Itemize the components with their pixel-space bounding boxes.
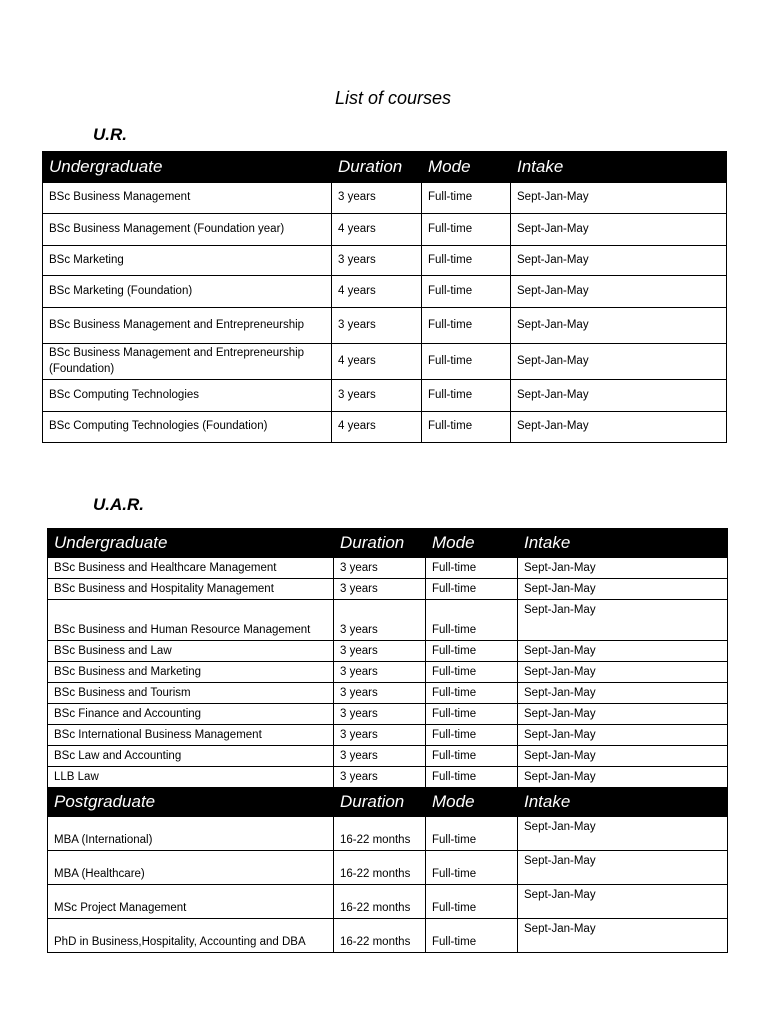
intake-cell: Sept-Jan-May	[518, 704, 728, 725]
mode-cell: Full-time	[422, 380, 511, 412]
header-undergraduate: Undergraduate	[48, 529, 334, 558]
course-name-cell: MBA (International)	[48, 817, 334, 851]
course-name-cell: BSc Business and Marketing	[48, 662, 334, 683]
course-name-cell: BSc Business Management (Foundation year)	[43, 214, 332, 246]
document-title: List of courses	[334, 88, 452, 108]
section-label-uar: U.A.R.	[93, 495, 144, 514]
uar-undergrad-header-row	[48, 529, 728, 558]
header-duration: Duration	[334, 788, 426, 817]
course-name-cell: MSc Project Management	[48, 885, 334, 919]
table-row	[48, 919, 728, 953]
intake-cell: Sept-Jan-May	[518, 683, 728, 704]
duration-cell: 16-22 months	[334, 817, 426, 851]
course-name-cell: BSc Business Management and Entrepreneurship (Foundation)	[43, 344, 332, 380]
course-name-cell: BSc Business Management and Entrepreneurship	[43, 308, 332, 344]
duration-cell: 4 years	[332, 412, 422, 443]
course-name-cell: BSc International Business Management	[48, 725, 334, 746]
header-duration: Duration	[332, 152, 422, 183]
intake-cell: Sept-Jan-May	[518, 746, 728, 767]
table-row	[43, 214, 727, 246]
table-row	[43, 344, 727, 380]
mode-cell: Full-time	[426, 725, 518, 746]
mode-cell: Full-time	[426, 885, 518, 919]
mode-cell: Full-time	[426, 817, 518, 851]
duration-cell: 3 years	[334, 725, 426, 746]
mode-cell: Full-time	[426, 683, 518, 704]
table-row	[48, 600, 728, 641]
table-row	[48, 579, 728, 600]
course-name-cell: PhD in Business,Hospitality, Accounting and DBA	[48, 919, 334, 953]
course-name-cell: BSc Business and Healthcare Management	[48, 558, 334, 579]
table-row	[48, 641, 728, 662]
header-intake: Intake	[511, 152, 727, 183]
course-name-cell: BSc Computing Technologies (Foundation)	[43, 412, 332, 443]
intake-cell: Sept-Jan-May	[518, 817, 728, 851]
header-duration: Duration	[334, 529, 426, 558]
table-row	[48, 704, 728, 725]
duration-cell: 3 years	[334, 558, 426, 579]
intake-cell: Sept-Jan-May	[518, 641, 728, 662]
uar-courses-table	[47, 528, 728, 953]
mode-cell: Full-time	[426, 641, 518, 662]
mode-cell: Full-time	[422, 214, 511, 246]
duration-cell: 3 years	[332, 246, 422, 276]
intake-cell: Sept-Jan-May	[518, 885, 728, 919]
duration-cell: 16-22 months	[334, 919, 426, 953]
header-mode: Mode	[426, 529, 518, 558]
mode-cell: Full-time	[426, 919, 518, 953]
duration-cell: 3 years	[332, 308, 422, 344]
mode-cell: Full-time	[426, 767, 518, 788]
intake-cell: Sept-Jan-May	[511, 412, 727, 443]
intake-cell: Sept-Jan-May	[511, 380, 727, 412]
duration-cell: 4 years	[332, 276, 422, 308]
duration-cell: 3 years	[334, 641, 426, 662]
mode-cell: Full-time	[426, 746, 518, 767]
ur-courses-table	[42, 151, 727, 443]
table-row	[48, 746, 728, 767]
intake-cell: Sept-Jan-May	[518, 600, 728, 641]
uar-table-body	[48, 529, 728, 953]
duration-cell: 3 years	[334, 767, 426, 788]
duration-cell: 4 years	[332, 214, 422, 246]
mode-cell: Full-time	[426, 704, 518, 725]
header-intake: Intake	[518, 788, 728, 817]
duration-cell: 3 years	[332, 380, 422, 412]
mode-cell: Full-time	[422, 412, 511, 443]
ur-table-body	[43, 183, 727, 443]
table-row	[48, 817, 728, 851]
intake-cell: Sept-Jan-May	[518, 558, 728, 579]
course-name-cell: BSc Marketing (Foundation)	[43, 276, 332, 308]
table-row	[48, 725, 728, 746]
duration-cell: 16-22 months	[334, 885, 426, 919]
header-postgraduate: Postgraduate	[48, 788, 334, 817]
intake-cell: Sept-Jan-May	[511, 246, 727, 276]
header-intake: Intake	[518, 529, 728, 558]
table-row	[48, 558, 728, 579]
duration-cell: 4 years	[332, 344, 422, 380]
mode-cell: Full-time	[426, 662, 518, 683]
course-name-cell: MBA (Healthcare)	[48, 851, 334, 885]
duration-cell: 3 years	[334, 704, 426, 725]
course-name-cell: BSc Business Management	[43, 183, 332, 214]
header-undergraduate: Undergraduate	[43, 152, 332, 183]
course-name-cell: LLB Law	[48, 767, 334, 788]
course-name-cell: BSc Law and Accounting	[48, 746, 334, 767]
course-name-cell: BSc Business and Law	[48, 641, 334, 662]
intake-cell: Sept-Jan-May	[518, 919, 728, 953]
table-row	[48, 683, 728, 704]
uar-postgrad-header-row	[48, 788, 728, 817]
intake-cell: Sept-Jan-May	[511, 344, 727, 380]
mode-cell: Full-time	[426, 579, 518, 600]
mode-cell: Full-time	[426, 558, 518, 579]
table-row	[48, 885, 728, 919]
mode-cell: Full-time	[422, 246, 511, 276]
course-name-cell: BSc Business and Hospitality Management	[48, 579, 334, 600]
table-row	[43, 308, 727, 344]
mode-cell: Full-time	[422, 183, 511, 214]
header-mode: Mode	[426, 788, 518, 817]
intake-cell: Sept-Jan-May	[518, 579, 728, 600]
table-row	[48, 851, 728, 885]
course-name-cell: BSc Business and Tourism	[48, 683, 334, 704]
intake-cell: Sept-Jan-May	[511, 276, 727, 308]
intake-cell: Sept-Jan-May	[511, 183, 727, 214]
mode-cell: Full-time	[422, 308, 511, 344]
mode-cell: Full-time	[422, 344, 511, 380]
duration-cell: 3 years	[334, 683, 426, 704]
table-row	[43, 276, 727, 308]
intake-cell: Sept-Jan-May	[511, 308, 727, 344]
table-row	[43, 246, 727, 276]
intake-cell: Sept-Jan-May	[518, 851, 728, 885]
header-mode: Mode	[422, 152, 511, 183]
table-row	[48, 662, 728, 683]
table-row	[43, 380, 727, 412]
mode-cell: Full-time	[422, 276, 511, 308]
intake-cell: Sept-Jan-May	[518, 725, 728, 746]
ur-header-row	[43, 152, 727, 183]
mode-cell: Full-time	[426, 851, 518, 885]
intake-cell: Sept-Jan-May	[518, 767, 728, 788]
intake-cell: Sept-Jan-May	[511, 214, 727, 246]
course-name-cell: BSc Finance and Accounting	[48, 704, 334, 725]
section-label-ur: U.R.	[93, 125, 127, 144]
table-row	[43, 412, 727, 443]
intake-cell: Sept-Jan-May	[518, 662, 728, 683]
table-row	[43, 183, 727, 214]
duration-cell: 3 years	[334, 662, 426, 683]
course-name-cell: BSc Computing Technologies	[43, 380, 332, 412]
mode-cell: Full-time	[426, 600, 518, 641]
duration-cell: 3 years	[334, 579, 426, 600]
duration-cell: 3 years	[334, 600, 426, 641]
duration-cell: 3 years	[334, 746, 426, 767]
course-name-cell: BSc Marketing	[43, 246, 332, 276]
duration-cell: 16-22 months	[334, 851, 426, 885]
course-name-cell: BSc Business and Human Resource Management	[48, 600, 334, 641]
table-row	[48, 767, 728, 788]
duration-cell: 3 years	[332, 183, 422, 214]
